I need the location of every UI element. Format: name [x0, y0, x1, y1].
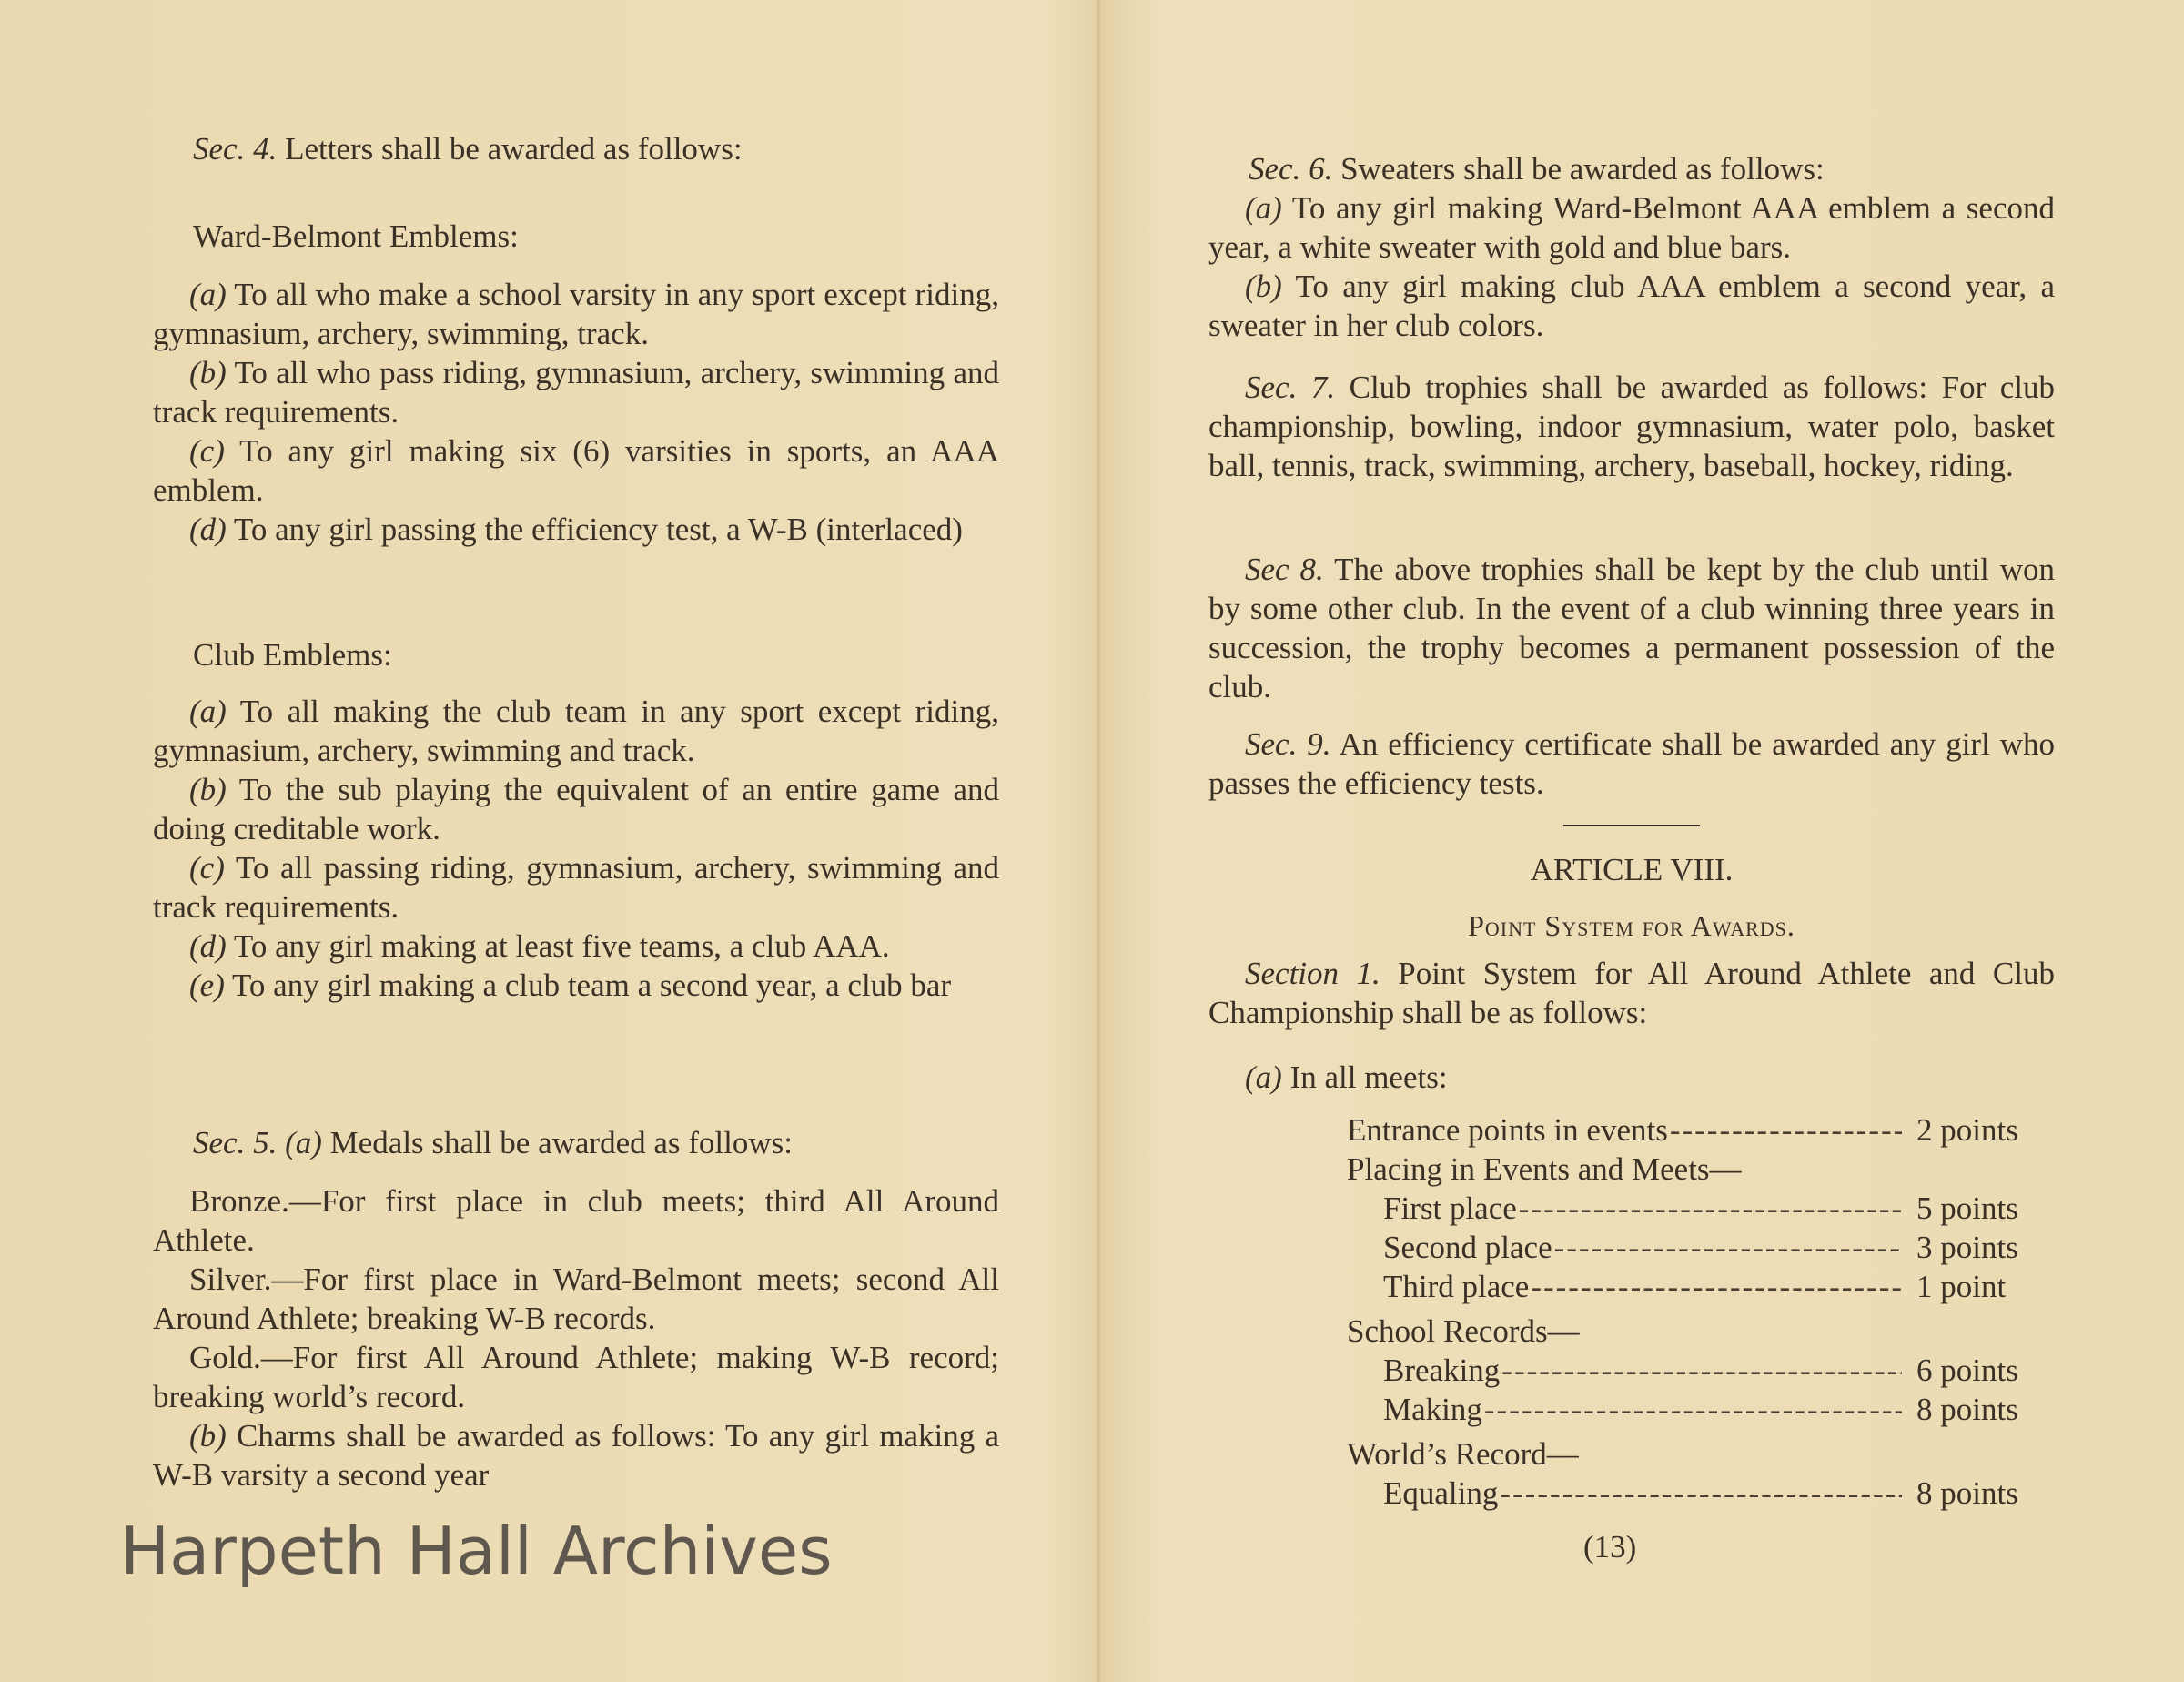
item-label: (a) [189, 694, 227, 729]
sec9-text-block [1208, 724, 2055, 803]
points-row-second [1347, 1230, 2053, 1269]
item-text: To any girl making six (6) varsities in sports, an AAA emblem. [153, 433, 999, 508]
item-text: To all who pass riding, gymnasium, archery, swimming and track requirements. [153, 355, 999, 430]
sec4-text: Letters shall be awarded as follows: [277, 131, 743, 167]
article-title-text: ARTICLE VIII. [1530, 852, 1734, 887]
article-subtitle-text: Point System for Awards. [1468, 909, 1795, 942]
sec7-text-block [1208, 368, 2055, 485]
item-label: (b) [189, 355, 227, 390]
item-text: Charms shall be awarded as follows: To any girl making a W-B varsity a second year [153, 1418, 999, 1493]
article-title [1208, 850, 2055, 889]
points-row-breaking [1347, 1353, 2053, 1392]
club-heading-text: Club Emblems: [193, 637, 392, 673]
item-text: To all making the club team in any sport except riding, gymnasium, archery, swimming and track. [153, 694, 999, 768]
section1-text: Point System for All Around Athlete and Club Championship shall be as follows: [1208, 956, 2055, 1030]
item-text: To any girl making at least five teams, a club AAA. [226, 928, 890, 964]
points-group-heading: Placing in Events and Meets— [1347, 1151, 1742, 1187]
points-label: Making [1383, 1392, 1482, 1427]
wb-emblems-heading [153, 217, 999, 256]
points-value: 8 points [1916, 1475, 2018, 1511]
points-value: 1 point [1916, 1269, 2007, 1304]
item-label: (e) [189, 968, 225, 1003]
item-label: (d) [189, 512, 227, 547]
sec7-text: Club trophies shall be awarded as follows: For club championship, bowling, indoor gymnasium, water polo, basket ball, tennis, track, swimming, archery, baseball, hockey, riding. [1208, 370, 2055, 483]
club-item-d [153, 927, 999, 966]
leader-dots [1484, 1392, 1902, 1428]
sec8-label: Sec 8. [1245, 552, 1324, 587]
leader-dots [1519, 1191, 1902, 1227]
item-text: To any girl making Ward-Belmont AAA emblem a second year, a white sweater with gold and blue bars. [1208, 190, 2055, 265]
archive-watermark: Harpeth Hall Archives [120, 1513, 833, 1589]
item-label: (a) [1245, 190, 1282, 226]
medal-bronze: Bronze.—For first place in club meets; third All Around Athlete. [153, 1183, 999, 1258]
points-heading-world [1347, 1436, 2053, 1475]
club-emblems-list [153, 692, 999, 1005]
points-heading-school [1347, 1313, 2053, 1353]
section-divider [1208, 825, 2055, 826]
item-text: To all passing riding, gymnasium, archery, swimming and track requirements. [153, 850, 999, 925]
page-number: (13) [1583, 1529, 1637, 1565]
item-label: (d) [189, 928, 227, 964]
wb-item-b [153, 353, 999, 431]
meets-text: In all meets: [1281, 1059, 1448, 1095]
sec9-paragraph [1208, 724, 2055, 803]
item-label: (b) [189, 1418, 227, 1454]
points-table [1347, 1112, 2053, 1515]
sec5-line [153, 1123, 999, 1162]
sec7-label: Sec. 7. [1245, 370, 1336, 405]
wb-item-c [153, 431, 999, 510]
points-label: Equaling [1383, 1475, 1499, 1511]
sec5-label: Sec. 5. [193, 1125, 278, 1160]
sec5-text: Medals shall be awarded as follows: [321, 1125, 793, 1160]
article-subtitle [1208, 907, 2055, 946]
sec4-line [153, 129, 999, 168]
section1-text-block [1208, 954, 2055, 1032]
club-item-a [153, 692, 999, 770]
leader-dots [1500, 1475, 1902, 1512]
meets-text-block [1208, 1058, 2055, 1097]
item-label: (c) [189, 433, 225, 469]
item-label: (b) [1245, 269, 1282, 304]
sec4-label: Sec. 4. [193, 131, 278, 167]
horizontal-rule [1563, 825, 1700, 826]
sec6-paragraph [1208, 149, 2055, 345]
section1-paragraph [1208, 954, 2055, 1032]
sec6-text: Sweaters shall be awarded as follows: [1332, 151, 1825, 187]
meets-line [1208, 1058, 2055, 1097]
sec5-sub-label: (a) [277, 1125, 322, 1160]
club-item-e [153, 966, 999, 1005]
item-text: To any girl passing the efficiency test, a W-B (interlaced) [226, 512, 963, 547]
leader-dots [1502, 1353, 1902, 1389]
points-value: 8 points [1916, 1392, 2018, 1427]
points-group-heading: School Records— [1347, 1313, 1580, 1349]
medal-gold: Gold.—For first All Around Athlete; making W-B record; breaking world’s record. [153, 1340, 999, 1414]
item-text: To the sub playing the equivalent of an entire game and doing creditable work. [153, 772, 999, 846]
points-value: 5 points [1916, 1191, 2018, 1226]
item-text: To any girl making club AAA emblem a second year, a sweater in her club colors. [1208, 269, 2055, 343]
medals-list [153, 1181, 999, 1495]
points-label: Second place [1383, 1230, 1552, 1265]
points-row-first [1347, 1191, 2053, 1230]
sec4-paragraph [153, 129, 999, 168]
points-label: Entrance points in events [1347, 1112, 1668, 1148]
points-row-equaling [1347, 1475, 2053, 1515]
medal-silver: Silver.—For first place in Ward-Belmont meets; second All Around Athlete; breaking W-B records. [153, 1262, 999, 1336]
points-label: Breaking [1383, 1353, 1501, 1388]
points-group-heading: World’s Record— [1347, 1436, 1579, 1472]
leader-dots [1670, 1112, 1902, 1149]
sec9-label: Sec. 9. [1245, 726, 1331, 762]
sec6-item-a [1208, 188, 2055, 267]
item-text: To any girl making a club team a second year, a club bar [224, 968, 952, 1003]
points-label: First place [1383, 1191, 1517, 1226]
points-row-making [1347, 1392, 2053, 1431]
club-emblems-heading [153, 635, 999, 674]
section1-label: Section 1. [1245, 956, 1380, 991]
wb-item-a [153, 275, 999, 353]
sec8-text-block [1208, 550, 2055, 706]
sec6-item-b [1208, 267, 2055, 345]
sec8-text: The above trophies shall be kept by the club until won by some other club. In the event of a club winning three years in succession, the trophy becomes a permanent possession of the club. [1208, 552, 2055, 704]
charms-item [153, 1416, 999, 1495]
leader-dots [1554, 1230, 1902, 1266]
item-text: To all who make a school varsity in any sport except riding, gymnasium, archery, swimming, track. [153, 277, 999, 351]
item-label: (b) [189, 772, 227, 807]
wb-heading-text: Ward-Belmont Emblems: [193, 218, 519, 254]
book-gutter [1096, 0, 1101, 1682]
club-item-b [153, 770, 999, 848]
sec6-line [1208, 149, 2055, 188]
meets-label: (a) [1245, 1059, 1282, 1095]
wb-emblems-list [153, 275, 999, 549]
points-heading-placing [1347, 1151, 2053, 1191]
club-item-c [153, 848, 999, 927]
sec9-text: An efficiency certificate shall be awarded any girl who passes the efficiency tests. [1208, 726, 2056, 801]
item-label: (a) [189, 277, 227, 312]
sec5-paragraph [153, 1123, 999, 1162]
wb-item-d [153, 510, 999, 549]
points-value: 2 points [1916, 1112, 2018, 1148]
leader-dots [1531, 1269, 1902, 1305]
sec7-paragraph [1208, 368, 2055, 485]
points-row-entrance [1347, 1112, 2053, 1151]
sec8-paragraph [1208, 550, 2055, 706]
points-value: 3 points [1916, 1230, 2018, 1265]
points-value: 6 points [1916, 1353, 2018, 1388]
sec6-label: Sec. 6. [1249, 151, 1333, 187]
points-row-third [1347, 1269, 2053, 1308]
points-label: Third place [1383, 1269, 1530, 1304]
item-label: (c) [189, 850, 225, 886]
